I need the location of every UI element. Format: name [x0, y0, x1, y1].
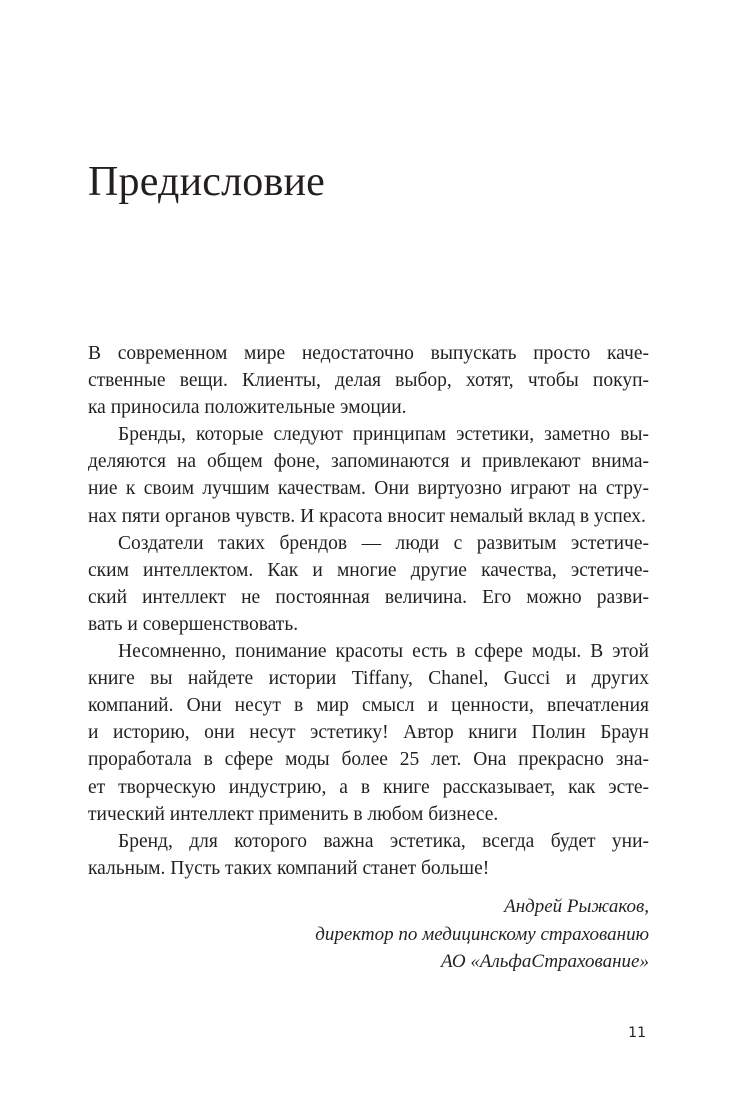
text-line: ет творческую индустрию, а в книге рассказывает, как эсте- — [88, 776, 649, 798]
paragraph — [88, 530, 649, 638]
body-text — [88, 340, 649, 882]
text-line: деляются на общем фоне, запоминаются и привлекают внима- — [88, 451, 649, 473]
text-line: Бренд, для которого важна эстетика, всегда будет уни- — [118, 830, 649, 852]
page-number: 11 — [628, 1025, 646, 1041]
text-line: кальным. Пусть таких компаний станет больше! — [88, 857, 490, 879]
text-line: В современном мире недостаточно выпускать просто каче- — [88, 343, 649, 364]
text-line: ка приносила положительные эмоции. — [88, 397, 407, 419]
text-line: тический интеллект применить в любом бизнесе. — [88, 803, 499, 825]
text-line: компаний. Они несут в мир смысл и ценности, впечатления — [88, 695, 649, 717]
text-line: вать и совершенствовать. — [88, 613, 299, 635]
signature-name: Андрей Рыжаков, — [504, 896, 649, 917]
page-title: Предисловие — [88, 159, 326, 205]
paragraph — [88, 828, 649, 882]
paragraph — [88, 638, 649, 828]
text-line: книге вы найдете истории Tiffany, Chanel, Gucci и других — [88, 668, 649, 690]
text-line: ский интеллект не постоянная величина. Его можно разви- — [88, 586, 649, 608]
text-line: Создатели таких брендов — люди с развитым эстетиче- — [118, 532, 649, 554]
text-line: проработала в сфере моды более 25 лет. Она прекрасно зна- — [88, 749, 649, 771]
text-line: Несомненно, понимание красоты есть в сфере моды. В этой — [118, 641, 649, 663]
text-line: ственные вещи. Клиенты, делая выбор, хотят, чтобы покуп- — [88, 370, 649, 392]
text-line: нах пяти органов чувств. И красота вносит немалый вклад в успех. — [88, 505, 646, 527]
signature-company: АО «АльфаСтрахование» — [441, 951, 649, 972]
text-line: Бренды, которые следуют принципам эстетики, заметно вы- — [118, 424, 649, 446]
signature-position: директор по медицинскому страхованию — [315, 923, 649, 945]
text-line: и историю, они несут эстетику! Автор книги Полин Браун — [88, 722, 649, 744]
text-line: ние к своим лучшим качествам. Они виртуозно играют на стру- — [88, 478, 649, 500]
text-line: ским интеллектом. Как и многие другие качества, эстетиче- — [88, 559, 649, 581]
paragraph — [88, 340, 649, 421]
paragraph — [88, 421, 649, 529]
signature — [315, 893, 649, 976]
